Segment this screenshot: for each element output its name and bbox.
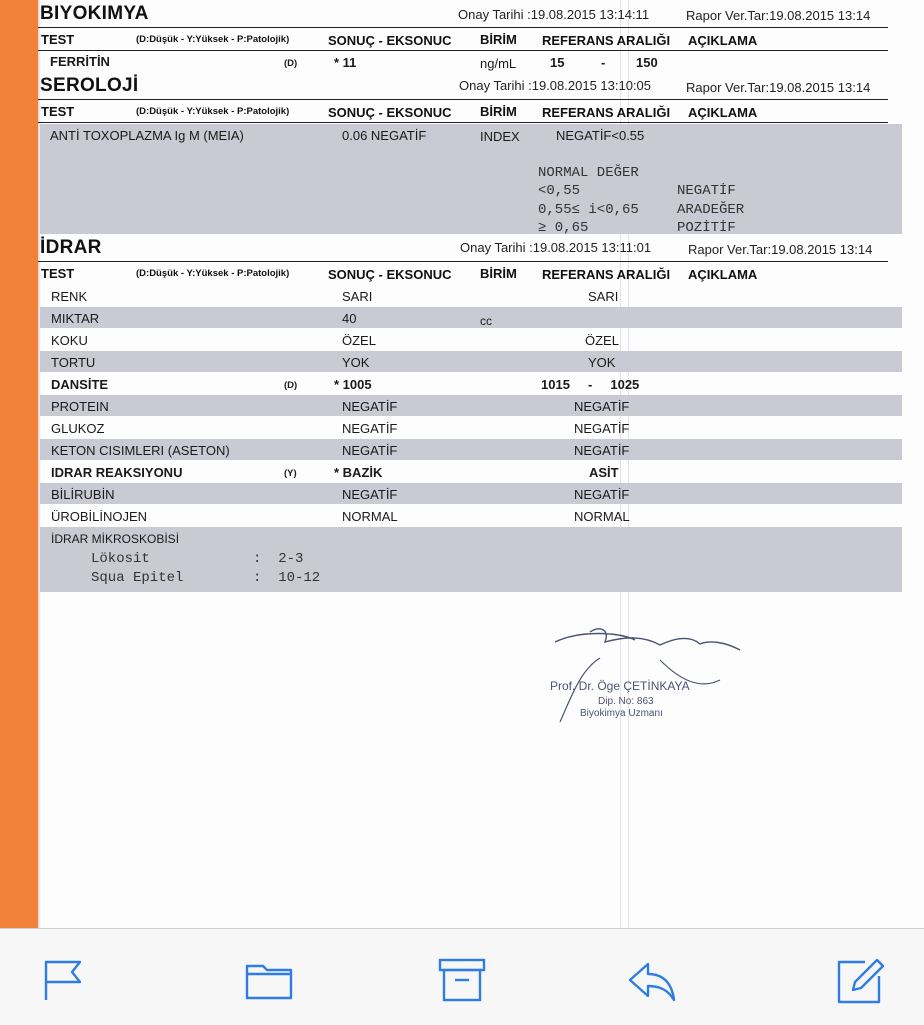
mikroskobi-title: İDRAR MİKROSKOBİSİ: [51, 532, 180, 546]
normal-deger-label: POZİTİF: [677, 220, 736, 236]
paper-orange-edge: [0, 0, 38, 928]
mikroskobi-value: : 10-12: [253, 570, 321, 586]
header-referans: REFERANS ARALIĞI: [542, 267, 671, 282]
signature-dip: Dip. No: 863: [598, 696, 654, 707]
row-band: [40, 351, 902, 372]
flag-button[interactable]: [38, 954, 90, 1006]
test-flag: (D): [284, 58, 298, 69]
header-birim: BİRİM: [480, 104, 517, 119]
header-aciklama: AÇIKLAMA: [688, 105, 758, 120]
header-aciklama: AÇIKLAMA: [688, 33, 758, 48]
mikroskobi-value: : 2-3: [253, 551, 304, 567]
archive-button[interactable]: [436, 954, 488, 1006]
idrar-row-ref: NEGATİF: [574, 421, 630, 436]
ref-range: NEGATİF<0.55: [556, 128, 645, 143]
test-result: 0.06 NEGATİF: [342, 128, 427, 143]
header-test: TEST: [41, 104, 75, 119]
idrar-row-result: 40: [342, 311, 357, 326]
idrar-row-result: * 1005: [334, 377, 372, 392]
row-band: [40, 307, 902, 328]
signature-name: Prof. Dr. Öge ÇETİNKAYA: [550, 679, 690, 693]
divider: [38, 27, 888, 28]
rapor-tarihi: Rapor Ver.Tar:19.08.2015 13:14: [686, 80, 871, 95]
header-sonuc: SONUÇ - EKSONUC: [328, 105, 452, 120]
test-name: ANTİ TOXOPLAZMA Ig M (MEIA): [50, 128, 244, 143]
archive-icon: [436, 954, 488, 1006]
idrar-row-name: ÜROBİLİNOJEN: [51, 509, 148, 524]
row-band: [40, 483, 902, 504]
idrar-row-name: BİLİRUBİN: [51, 487, 115, 502]
bottom-toolbar: [0, 928, 924, 1025]
idrar-row-name: DANSİTE: [51, 377, 109, 392]
normal-deger-title: NORMAL DEĞER: [538, 165, 639, 181]
idrar-row-result: ÖZEL: [342, 333, 376, 348]
header-aciklama: AÇIKLAMA: [688, 267, 758, 282]
section-title-seroloji: SEROLOJİ: [40, 75, 139, 96]
idrar-row-result: NEGATİF: [342, 399, 398, 414]
test-unit: INDEX: [480, 129, 520, 144]
normal-deger-label: NEGATİF: [677, 183, 736, 199]
normal-deger-label: ARADEĞER: [677, 202, 745, 218]
reply-button[interactable]: [626, 954, 678, 1006]
reply-icon: [626, 954, 678, 1006]
header-legend: (D:Düşük - Y:Yüksek - P:Patolojik): [136, 106, 290, 117]
header-sonuc: SONUÇ - EKSONUC: [328, 33, 452, 48]
idrar-row-name: PROTEIN: [51, 399, 109, 414]
idrar-row-result: NEGATİF: [342, 443, 398, 458]
idrar-row-ref: NORMAL: [574, 509, 630, 524]
idrar-row-result: YOK: [342, 355, 370, 370]
idrar-row-flag: (Y): [284, 468, 297, 479]
mikroskobi-label: Squa Epitel: [91, 570, 184, 586]
flag-icon: [38, 954, 90, 1006]
header-test: TEST: [41, 32, 75, 47]
header-birim: BİRİM: [480, 32, 517, 47]
test-name: FERRİTİN: [50, 54, 110, 69]
row-band: [40, 395, 902, 416]
idrar-row-name: GLUKOZ: [51, 421, 105, 436]
onay-tarihi: Onay Tarihi :19.08.2015 13:10:05: [459, 78, 652, 93]
onay-tarihi: Onay Tarihi :19.08.2015 13:14:11: [458, 7, 650, 22]
idrar-row-result: NEGATİF: [342, 487, 398, 502]
idrar-row-ref: ASİT: [589, 465, 619, 480]
idrar-row-ref: NEGATİF: [574, 443, 630, 458]
header-referans: REFERANS ARALIĞI: [542, 33, 671, 48]
idrar-row-ref: 1015 - 1025: [541, 377, 640, 392]
ref-dash: -: [601, 55, 606, 70]
idrar-row-result: NEGATİF: [342, 421, 398, 436]
idrar-row-name: IDRAR REAKSIYONU: [51, 465, 183, 480]
divider: [38, 122, 888, 123]
divider: [38, 261, 888, 262]
header-birim: BİRİM: [480, 266, 517, 281]
idrar-row-ref: YOK: [588, 355, 616, 370]
header-legend: (D:Düşük - Y:Yüksek - P:Patolojik): [136, 34, 290, 45]
rapor-tarihi: Rapor Ver.Tar:19.08.2015 13:14: [688, 242, 873, 257]
test-unit: ng/mL: [480, 56, 517, 71]
idrar-row-unit: cc: [480, 314, 492, 328]
compose-icon: [835, 954, 887, 1006]
signature-stamp: [540, 620, 760, 730]
folder-icon: [243, 954, 295, 1006]
idrar-row-flag: (D): [284, 380, 298, 391]
header-referans: REFERANS ARALIĞI: [542, 105, 671, 120]
normal-deger-range: 0,55≤ i<0,65: [538, 202, 639, 218]
header-legend: (D:Düşük - Y:Yüksek - P:Patolojik): [136, 268, 290, 279]
section-title-idrar: İDRAR: [40, 237, 102, 258]
section-title-biyokimya: BIYOKIMYA: [40, 3, 149, 24]
signature-title: Biyokimya Uzmanı: [580, 708, 663, 719]
header-test: TEST: [41, 266, 75, 281]
idrar-row-name: RENK: [51, 289, 88, 304]
rapor-tarihi: Rapor Ver.Tar:19.08.2015 13:14: [686, 8, 871, 23]
normal-deger-range: ≥ 0,65: [538, 220, 589, 236]
mikroskobi-label: Lökosit: [91, 551, 150, 567]
onay-tarihi: Onay Tarihi :19.08.2015 13:11:01: [460, 240, 652, 255]
idrar-row-ref: NEGATİF: [574, 399, 630, 414]
idrar-row-ref: SARI: [588, 289, 619, 304]
divider: [38, 50, 888, 51]
idrar-row-ref: ÖZEL: [585, 333, 619, 348]
idrar-row-result: SARI: [342, 289, 373, 304]
ref-low: 15: [550, 55, 565, 70]
move-to-folder-button[interactable]: [243, 954, 295, 1006]
idrar-row-ref: NEGATİF: [574, 487, 630, 502]
idrar-row-name: KOKU: [51, 333, 88, 348]
header-sonuc: SONUÇ - EKSONUC: [328, 267, 452, 282]
idrar-row-result: NORMAL: [342, 509, 398, 524]
normal-deger-range: <0,55: [538, 183, 581, 199]
test-result: * 11: [334, 55, 357, 70]
idrar-row-name: TORTU: [51, 355, 96, 370]
idrar-row-name: MIKTAR: [51, 311, 100, 326]
compose-button[interactable]: [835, 954, 887, 1006]
ref-high: 150: [636, 55, 658, 70]
idrar-row-result: * BAZİK: [334, 465, 383, 480]
idrar-row-name: KETON CISIMLERI (ASETON): [51, 443, 230, 458]
divider: [38, 99, 888, 100]
